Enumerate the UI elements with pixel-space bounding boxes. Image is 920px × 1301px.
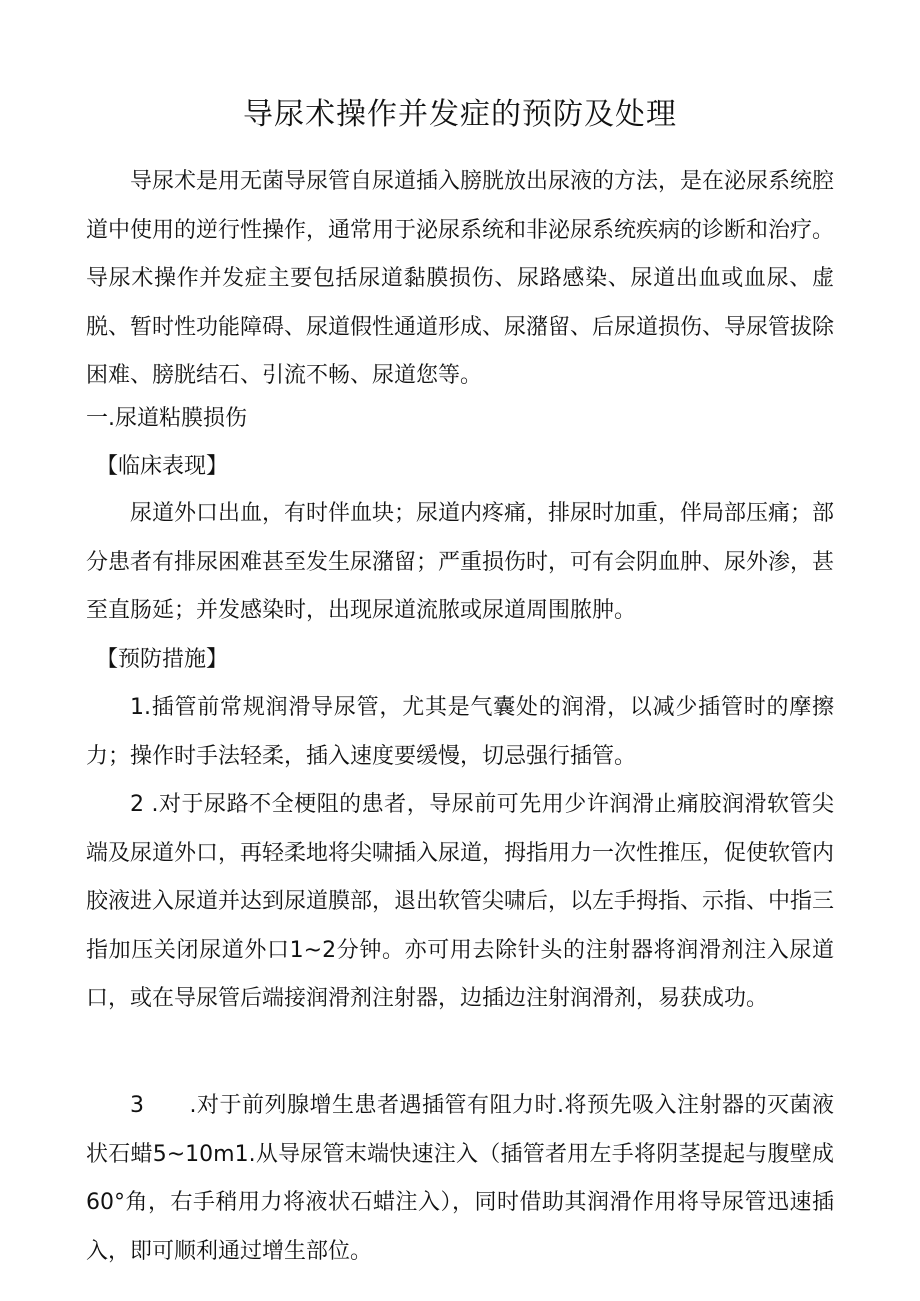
document-title: 导尿术操作并发症的预防及处理 <box>243 97 677 132</box>
prevention-label: 【预防措施】 <box>96 647 229 672</box>
section-heading: 一.尿道粘膜损伤 <box>86 406 247 431</box>
prevention-item-1: 1.插管前常规润滑导尿管，尤其是气囊处的润滑，以减少插管时的摩擦力；操作时手法轻柔，插入速度要缓慢，切忌强行插管。 <box>86 695 834 769</box>
clinical-paragraph: 尿道外口出血，有时伴血块；尿道内疼痛，排尿时加重，伴局部压痛；部分患者有排尿困难甚至发生尿潴留；严重损伤时，可有会阴血肿、尿外渗，甚至直肠延；并发感染时，出现尿道流脓或尿道周围脓肿。 <box>86 501 835 623</box>
prevention-item-3: 3 .对于前列腺增生患者遇插管有阻力时.将预先吸入注射器的灭菌液状石蜡5~10m1.从导尿管末端快速注入（插管者用左手将阴茎提起与腹壁成60°角，右手稍用力将液状石蜡注入），同时借助其润滑作用将导尿管迅速插入，即可顺利通过增生部位。 <box>86 1093 834 1264</box>
prevention-item-2: 2 .对于尿路不全梗阻的患者，导尿前可先用少许润滑止痛胶润滑软管尖端及尿道外口，再轻柔地将尖啸插入尿道，拇指用力一次性推压，促使软管内胶液进入尿道并达到尿道膜部，退出软管尖啸后，以左手拇指、示指、中指三指加压关闭尿道外口1~2分钟。亦可用去除针头的注射器将润滑剂注入尿道口，或在导尿管后端接润滑剂注射器，边插边注射润滑剂，易获成功。 <box>86 792 835 1011</box>
intro-paragraph: 导尿术是用无菌导尿管自尿道插入膀胱放出尿液的方法，是在泌尿系统腔道中使用的逆行性操作，通常用于泌尿系统和非泌尿系统疾病的诊断和治疗。导尿术操作并发症主要包括尿道黏膜损伤、尿路感染、尿道出血或血尿、虚脱、暂时性功能障碍、尿道假性通道形成、尿潴留、后尿道损伤、导尿管拔除困难、膀胱结石、引流不畅、尿道您等。 <box>86 169 835 388</box>
clinical-label: 【临床表现】 <box>96 454 229 479</box>
